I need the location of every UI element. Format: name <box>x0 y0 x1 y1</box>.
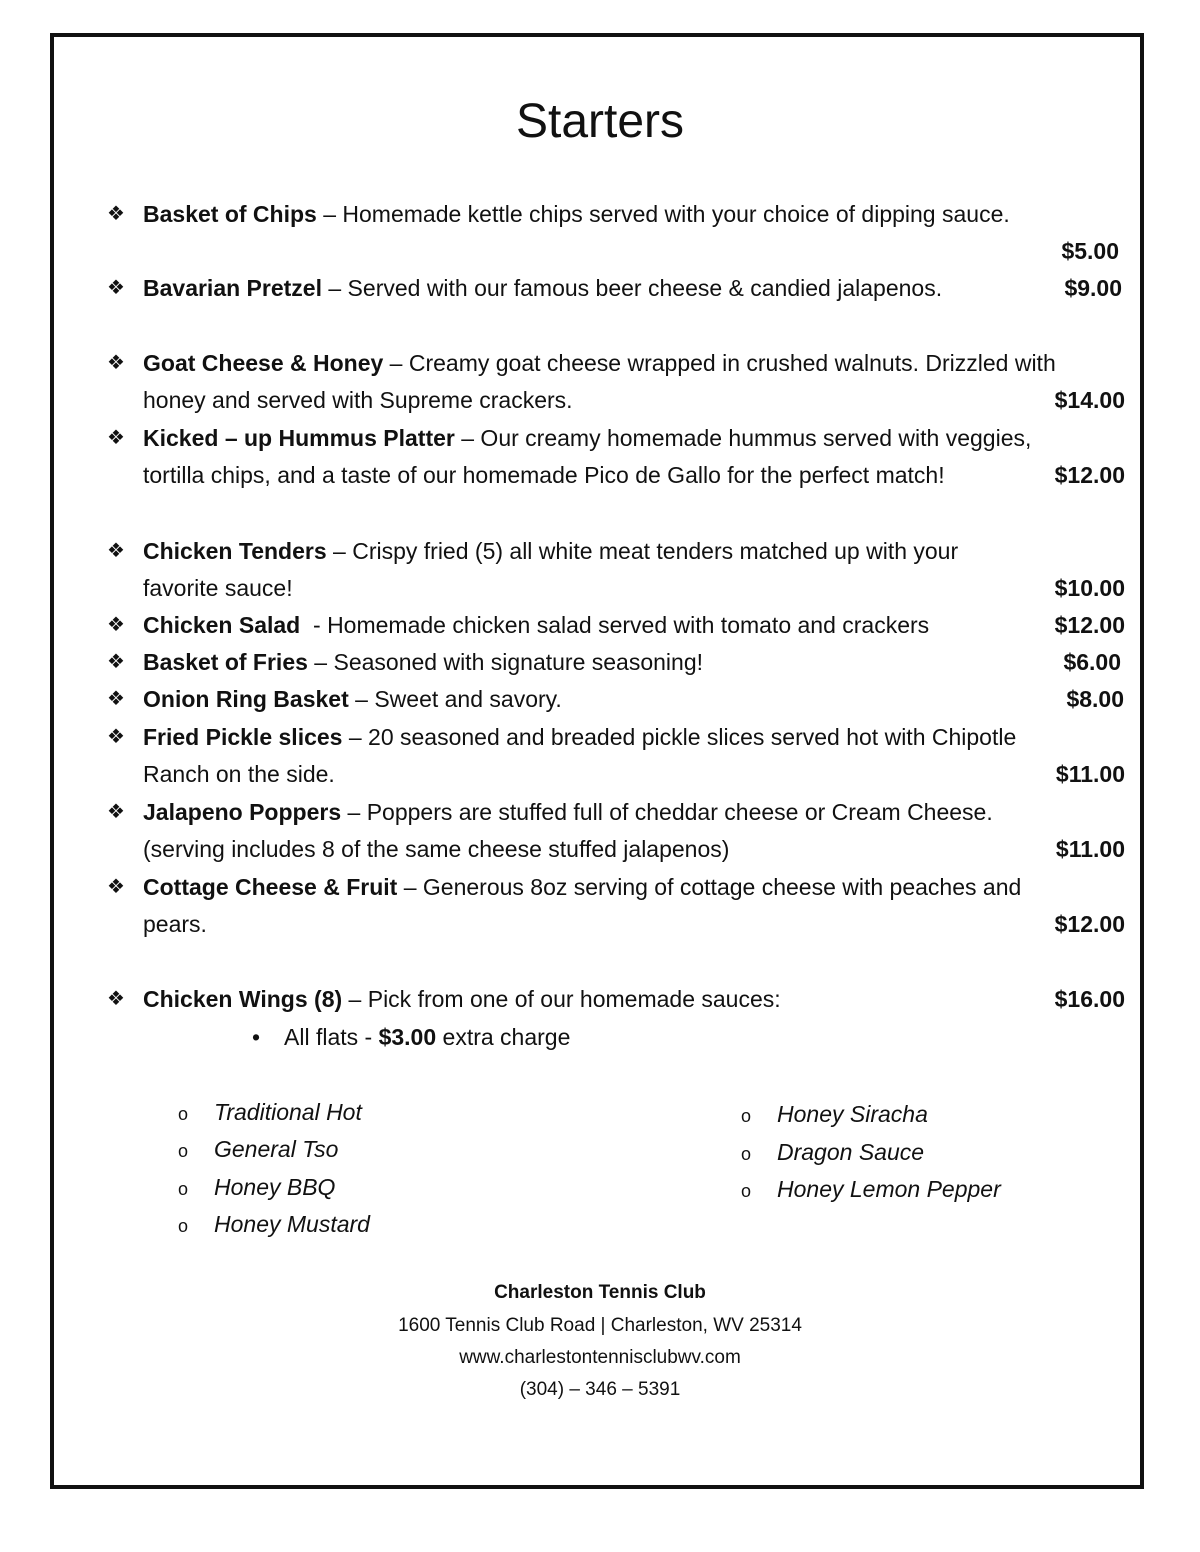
diamond-bullet-icon: ❖ <box>107 688 125 710</box>
sauce-item <box>178 1094 362 1133</box>
item-description: – Pick from one of our homemade sauces: <box>342 986 781 1012</box>
item-description-continued: tortilla chips, and a taste of our homemade Pico de Gallo for the perfect match! <box>143 462 945 488</box>
sauce-name: Honey BBQ <box>214 1174 336 1200</box>
item-description: – Sweet and savory. <box>348 686 562 712</box>
menu-item-jalapeno-poppers <box>107 794 1125 868</box>
menu-item-basket-of-fries <box>107 644 1125 681</box>
item-description: – Served with our famous beer cheese & candied jalapenos. <box>321 275 943 301</box>
circle-bullet-icon: o <box>178 1216 189 1236</box>
menu-item-chicken-salad <box>107 607 1125 644</box>
club-website-link[interactable]: www.charlestontennisclubwv.com <box>459 1347 741 1368</box>
circle-bullet-icon: o <box>741 1144 752 1164</box>
wings-flats-note <box>252 1019 570 1056</box>
menu-item-cottage-cheese-fruit <box>107 869 1125 943</box>
item-description: – Our creamy homemade hummus served with veggies, <box>454 425 1032 451</box>
sauce-item <box>178 1206 370 1245</box>
sauce-item <box>741 1171 1001 1210</box>
item-description: – Generous 8oz serving of cottage cheese with peaches and <box>397 874 1022 900</box>
item-description: – Poppers are stuffed full of cheddar cheese or Cream Cheese. <box>341 799 993 825</box>
item-name: Bavarian Pretzel <box>143 275 322 301</box>
item-description-continued: honey and served with Supreme crackers. <box>143 387 573 413</box>
item-name: Chicken Wings (8) <box>143 986 343 1012</box>
note-amount: $3.00 <box>378 1024 437 1050</box>
diamond-bullet-icon: ❖ <box>107 427 125 449</box>
item-price: $16.00 <box>1054 986 1125 1012</box>
sauce-item <box>741 1096 928 1135</box>
sauce-name: General Tso <box>214 1136 339 1162</box>
item-description-continued: favorite sauce! <box>143 575 293 601</box>
sauce-name: Honey Mustard <box>214 1211 370 1237</box>
note-suffix: extra charge <box>436 1024 571 1050</box>
menu-item-goat-cheese-honey <box>107 345 1125 419</box>
item-name: Kicked – up Hummus Platter <box>143 425 455 451</box>
page-title: Starters <box>515 95 685 148</box>
item-description: – Crispy fried (5) all white meat tenders matched up with your <box>326 538 959 564</box>
sauce-name: Dragon Sauce <box>777 1139 925 1165</box>
sauce-item <box>178 1131 338 1170</box>
item-name: Goat Cheese & Honey <box>143 350 384 376</box>
sauce-item <box>741 1134 924 1173</box>
item-price: $12.00 <box>1054 612 1125 638</box>
item-description-continued: pears. <box>143 911 207 937</box>
circle-bullet-icon: o <box>178 1104 189 1124</box>
item-description: - Homemade chicken salad served with tomato and crackers <box>300 612 930 638</box>
item-description-continued: Ranch on the side. <box>143 761 335 787</box>
item-name: Chicken Salad <box>143 612 301 638</box>
menu-item-chicken-wings <box>107 981 1125 1018</box>
circle-bullet-icon: o <box>178 1179 189 1199</box>
menu-item-onion-ring-basket <box>107 681 1125 718</box>
circle-bullet-icon: o <box>178 1141 189 1161</box>
item-description: – Creamy goat cheese wrapped in crushed walnuts. Drizzled with <box>383 350 1056 376</box>
item-name: Chicken Tenders <box>143 538 327 564</box>
diamond-bullet-icon: ❖ <box>107 651 125 673</box>
item-name: Cottage Cheese & Fruit <box>143 874 398 900</box>
item-description: – Homemade kettle chips served with your choice of dipping sauce. <box>316 201 1010 227</box>
sauce-name: Traditional Hot <box>214 1099 362 1125</box>
item-price: $12.00 <box>1054 462 1125 488</box>
diamond-bullet-icon: ❖ <box>107 540 125 562</box>
circle-bullet-icon: o <box>741 1181 752 1201</box>
diamond-bullet-icon: ❖ <box>107 801 125 823</box>
club-phone: (304) – 346 – 5391 <box>519 1379 681 1400</box>
circle-bullet-icon: o <box>741 1106 752 1126</box>
diamond-bullet-icon: ❖ <box>107 277 125 299</box>
item-name: Onion Ring Basket <box>143 686 349 712</box>
sauce-name: Honey Siracha <box>777 1101 928 1127</box>
item-name: Jalapeno Poppers <box>143 799 342 825</box>
club-address: 1600 Tennis Club Road | Charleston, WV 25314 <box>398 1315 802 1336</box>
diamond-bullet-icon: ❖ <box>107 203 125 225</box>
item-description: – 20 seasoned and breaded pickle slices served hot with Chipotle <box>342 724 1017 750</box>
item-name: Basket of Fries <box>143 649 308 675</box>
item-price: $11.00 <box>1055 761 1125 787</box>
item-price: $5.00 <box>1061 238 1119 264</box>
item-price: $6.00 <box>1063 649 1121 675</box>
menu-item-bavarian-pretzel <box>107 270 1125 307</box>
item-price: $8.00 <box>1066 686 1124 712</box>
diamond-bullet-icon: ❖ <box>107 988 125 1010</box>
bullet-dot-icon: • <box>252 1024 261 1050</box>
menu-item-hummus-platter <box>107 420 1125 494</box>
item-price: $12.00 <box>1054 911 1125 937</box>
item-description-continued: (serving includes 8 of the same cheese stuffed jalapenos) <box>143 836 730 862</box>
diamond-bullet-icon: ❖ <box>107 726 125 748</box>
note-prefix: All flats - <box>284 1024 379 1050</box>
diamond-bullet-icon: ❖ <box>107 352 125 374</box>
menu-item-chicken-tenders <box>107 533 1125 607</box>
diamond-bullet-icon: ❖ <box>107 876 125 898</box>
diamond-bullet-icon: ❖ <box>107 614 125 636</box>
item-description: – Seasoned with signature seasoning! <box>307 649 704 675</box>
menu-item-fried-pickle-slices <box>107 719 1125 793</box>
sauce-name: Honey Lemon Pepper <box>777 1176 1001 1202</box>
item-name: Basket of Chips <box>143 201 317 227</box>
item-price: $11.00 <box>1055 836 1125 862</box>
club-name: Charleston Tennis Club <box>494 1282 706 1303</box>
menu-item-basket-of-chips <box>107 196 1125 264</box>
item-price: $14.00 <box>1054 387 1125 413</box>
sauce-item <box>178 1169 335 1208</box>
item-name: Fried Pickle slices <box>143 724 343 750</box>
item-price: $9.00 <box>1064 275 1122 301</box>
item-price: $10.00 <box>1054 575 1125 601</box>
